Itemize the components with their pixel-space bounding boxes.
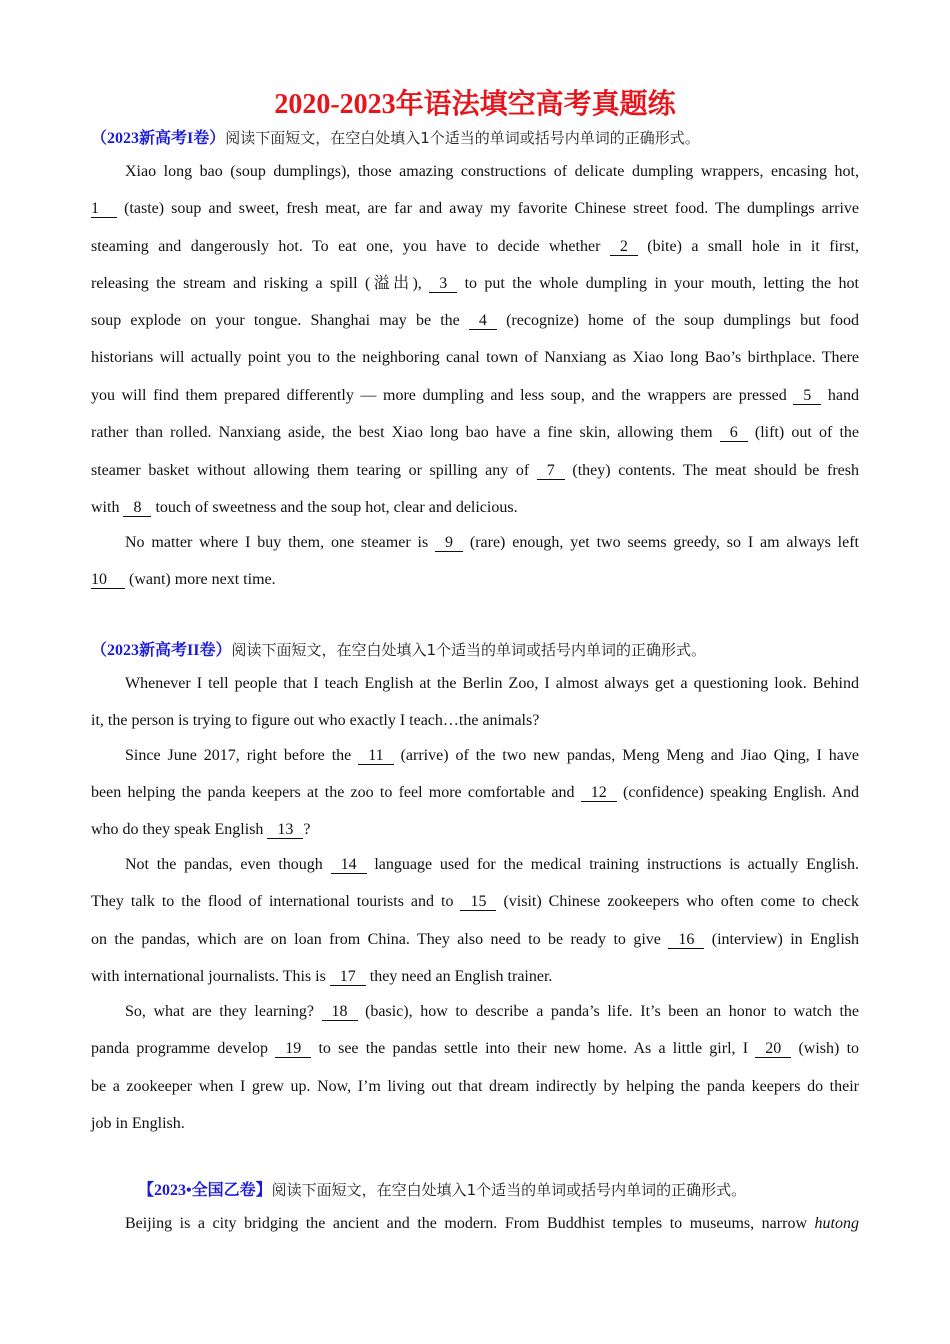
text-segment: (taste) soup and sweet, fresh meat, are far and away my favorite Chinese street food. The dumplings arrive bbox=[117, 200, 859, 217]
text-segment: to put the whole dumpling in your mouth, letting the hot bbox=[457, 275, 859, 292]
text-line bbox=[91, 967, 859, 987]
section-header bbox=[138, 1180, 872, 1201]
text-segment: hand bbox=[821, 387, 859, 404]
text-segment: Not the pandas, even though bbox=[125, 856, 331, 873]
text-segment: soup explode on your tongue. Shanghai may be the bbox=[91, 312, 469, 329]
text-line bbox=[125, 162, 859, 182]
instruction-text: 阅读下面短文，在空白处填入1个适当的单词或括号内单词的正确形式。 bbox=[271, 1181, 747, 1199]
text-segment: with bbox=[91, 499, 124, 516]
blank-16: 16 bbox=[668, 932, 704, 949]
text-line bbox=[91, 1077, 859, 1097]
text-segment: you will find them prepared differently — more dumpling and less soup, and the wrappers are pressed bbox=[91, 387, 794, 404]
text-segment: hutong bbox=[814, 1215, 859, 1232]
blank-19: 19 bbox=[275, 1041, 311, 1058]
text-segment: (basic), how to describe a panda’s life. It’s been an honor to watch the bbox=[357, 1003, 859, 1020]
text-segment: it, the person is trying to figure out who exactly I teach…the animals? bbox=[91, 712, 540, 729]
blank-1: 1 bbox=[91, 201, 117, 218]
blank-11: 11 bbox=[358, 748, 393, 765]
text-line bbox=[91, 930, 859, 950]
blank-18: 18 bbox=[322, 1004, 358, 1021]
text-segment: (visit) Chinese zookeepers who often come to check bbox=[496, 893, 860, 910]
text-line bbox=[125, 746, 859, 766]
instruction-text: 阅读下面短文，在空白处填入1个适当的单词或括号内单词的正确形式。 bbox=[231, 641, 707, 659]
text-line bbox=[91, 386, 859, 406]
text-line bbox=[91, 199, 859, 219]
blank-5: 5 bbox=[793, 388, 821, 405]
text-segment: to see the pandas settle into their new home. As a little girl, I bbox=[311, 1040, 756, 1057]
text-segment: they need an English trainer. bbox=[365, 968, 553, 985]
text-line bbox=[91, 311, 859, 331]
text-line bbox=[125, 855, 859, 875]
text-segment: with international journalists. This is bbox=[91, 968, 330, 985]
blank-8: 8 bbox=[123, 500, 151, 517]
text-segment: panda programme develop bbox=[91, 1040, 276, 1057]
text-segment: on the pandas, which are on loan from China. They also need to be ready to give bbox=[91, 931, 669, 948]
blank-17: 17 bbox=[330, 969, 366, 986]
text-segment: job in English. bbox=[91, 1115, 185, 1132]
text-line bbox=[91, 783, 859, 803]
text-segment: language used for the medical training instructions is actually English. bbox=[366, 856, 859, 873]
text-segment: Beijing is a city bridging the ancient and the modern. From Buddhist temples to museums, narrow bbox=[125, 1215, 815, 1232]
text-line bbox=[125, 1002, 859, 1022]
text-segment: Whenever I tell people that I teach English at the Berlin Zoo, I almost always get a questioning look. Behind bbox=[125, 675, 859, 692]
text-segment: (they) contents. The meat should be fresh bbox=[564, 462, 860, 479]
blank-4: 4 bbox=[469, 313, 497, 330]
text-line bbox=[91, 461, 859, 481]
text-segment: Xiao long bao (soup dumplings), those amazing constructions of delicate dumpling wrappers, encasing hot, bbox=[125, 163, 859, 180]
instruction-text: 阅读下面短文，在空白处填入1个适当的单词或括号内单词的正确形式。 bbox=[225, 129, 700, 147]
text-line bbox=[91, 274, 859, 294]
text-segment: (recognize) home of the soup dumplings but food bbox=[496, 312, 859, 329]
text-line bbox=[125, 674, 859, 694]
source-label: 【2023•全国乙卷】 bbox=[138, 1182, 272, 1199]
text-line bbox=[91, 348, 859, 368]
text-line bbox=[91, 423, 859, 443]
blank-2: 2 bbox=[610, 239, 638, 256]
blank-13: 13 bbox=[267, 822, 303, 839]
text-line bbox=[91, 1039, 859, 1059]
text-line bbox=[91, 892, 859, 912]
blank-15: 15 bbox=[460, 894, 496, 911]
page-title: 2020-2023年语法填空高考真题练 bbox=[274, 89, 676, 120]
blank-10: 10 bbox=[91, 572, 125, 589]
text-segment: (wish) to bbox=[791, 1040, 860, 1057]
text-segment: So, what are they learning? bbox=[125, 1003, 322, 1020]
text-line bbox=[125, 1214, 859, 1234]
text-segment: (want) more next time. bbox=[125, 571, 276, 588]
text-segment: historians will actually point you to the neighboring canal town of Nanxiang as Xiao long Bao’s birthplace. There bbox=[91, 349, 859, 366]
text-line bbox=[125, 533, 859, 553]
text-segment: (bite) a small hole in it first, bbox=[637, 238, 859, 255]
text-segment: ? bbox=[303, 821, 311, 838]
text-segment: (arrive) of the two new pandas, Meng Meng and Jiao Qing, I have bbox=[393, 747, 859, 764]
text-segment: (interview) in English bbox=[704, 931, 859, 948]
blank-12: 12 bbox=[581, 785, 617, 802]
text-segment: been helping the panda keepers at the zoo to feel more comfortable and bbox=[91, 784, 581, 801]
blank-7: 7 bbox=[537, 463, 565, 480]
text-segment: releasing the stream and risking a spill (溢出), bbox=[91, 275, 430, 292]
text-segment: be a zookeeper when I grew up. Now, I’m living out that dream indirectly by helping the panda keepers do their bbox=[91, 1078, 859, 1095]
blank-3: 3 bbox=[429, 276, 457, 293]
text-segment: who do they speak English bbox=[91, 821, 268, 838]
blank-6: 6 bbox=[720, 425, 748, 442]
source-label: （2023新高考I卷） bbox=[91, 130, 226, 147]
text-segment: (confidence) speaking English. And bbox=[616, 784, 859, 801]
text-segment: touch of sweetness and the soup hot, clear and delicious. bbox=[151, 499, 518, 516]
text-line bbox=[91, 820, 859, 840]
section-header bbox=[91, 128, 859, 149]
text-segment: (lift) out of the bbox=[747, 424, 860, 441]
text-segment: Since June 2017, right before the bbox=[125, 747, 359, 764]
text-segment: They talk to the flood of international tourists and to bbox=[91, 893, 461, 910]
text-line bbox=[91, 237, 859, 257]
blank-14: 14 bbox=[331, 857, 367, 874]
text-line bbox=[91, 711, 859, 731]
text-segment: rather than rolled. Nanxiang aside, the best Xiao long bao have a fine skin, allowing them bbox=[91, 424, 720, 441]
text-line bbox=[91, 1114, 859, 1134]
text-line bbox=[91, 570, 859, 590]
text-segment: steamer basket without allowing them tearing or spilling any of bbox=[91, 462, 537, 479]
blank-20: 20 bbox=[755, 1041, 791, 1058]
text-segment: No matter where I buy them, one steamer is bbox=[125, 534, 436, 551]
source-label: （2023新高考II卷） bbox=[91, 642, 232, 659]
text-segment: (rare) enough, yet two seems greedy, so I am always left bbox=[463, 534, 859, 551]
section-header bbox=[91, 640, 859, 661]
text-line bbox=[91, 498, 859, 518]
blank-9: 9 bbox=[435, 535, 463, 552]
text-segment: steaming and dangerously hot. To eat one, you have to decide whether bbox=[91, 238, 610, 255]
